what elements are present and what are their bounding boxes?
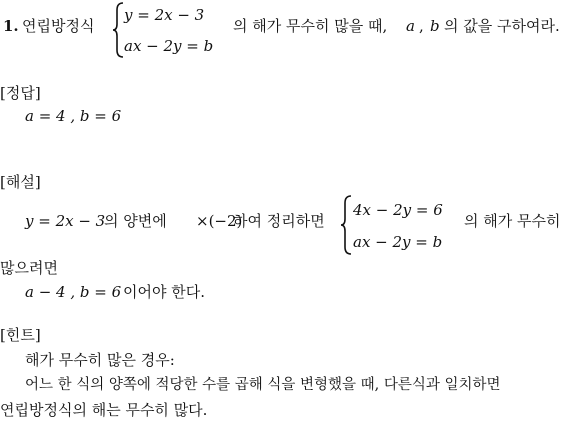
solution-conclusion-math: a − 4 , b = 6 xyxy=(25,283,122,301)
system-equation-1: y = 2x − 3 xyxy=(124,6,205,24)
problem-question-part2: 의 값을 구하여라. xyxy=(444,17,560,35)
variable-b: b xyxy=(430,17,440,35)
solution-text-1: 의 양변에 xyxy=(104,212,167,230)
solution-left-brace xyxy=(340,195,352,255)
solution-equation: y = 2x − 3 xyxy=(25,212,106,230)
problem-number: 1. xyxy=(3,17,19,35)
hint-line-2: 어느 한 식의 양쪽에 적당한 수를 곱해 식을 변형했을 때, 다른식과 일치하면 xyxy=(25,377,501,393)
system-equation-2: ax − 2y = b xyxy=(124,37,214,55)
solution-text-3: 의 해가 무수히 xyxy=(464,212,561,230)
solution-system-eq-2: ax − 2y = b xyxy=(353,233,443,251)
hint-line-3: 연립방정식의 해는 무수히 많다. xyxy=(0,401,208,419)
hint-label: [힌트] xyxy=(0,326,41,344)
problem-question-part1: 의 해가 무수히 많을 때, xyxy=(233,17,388,35)
answer-label: [정답] xyxy=(0,84,41,102)
solution-factor: ×(−2) xyxy=(196,212,243,230)
variable-separator: , xyxy=(419,17,424,35)
solution-label: [해설] xyxy=(0,173,41,191)
left-brace xyxy=(112,2,124,58)
variable-a: a xyxy=(406,17,415,35)
solution-text-4: 많으려면 xyxy=(0,259,58,277)
solution-system-eq-1: 4x − 2y = 6 xyxy=(353,201,443,219)
solution-text-2: 하여 정리하면 xyxy=(233,212,325,230)
problem-prefix: 연립방정식 xyxy=(22,17,95,35)
hint-line-1: 해가 무수히 많은 경우: xyxy=(25,351,175,369)
solution-conclusion-text: 이어야 한다. xyxy=(123,283,205,301)
answer-text: a = 4 , b = 6 xyxy=(25,107,122,125)
